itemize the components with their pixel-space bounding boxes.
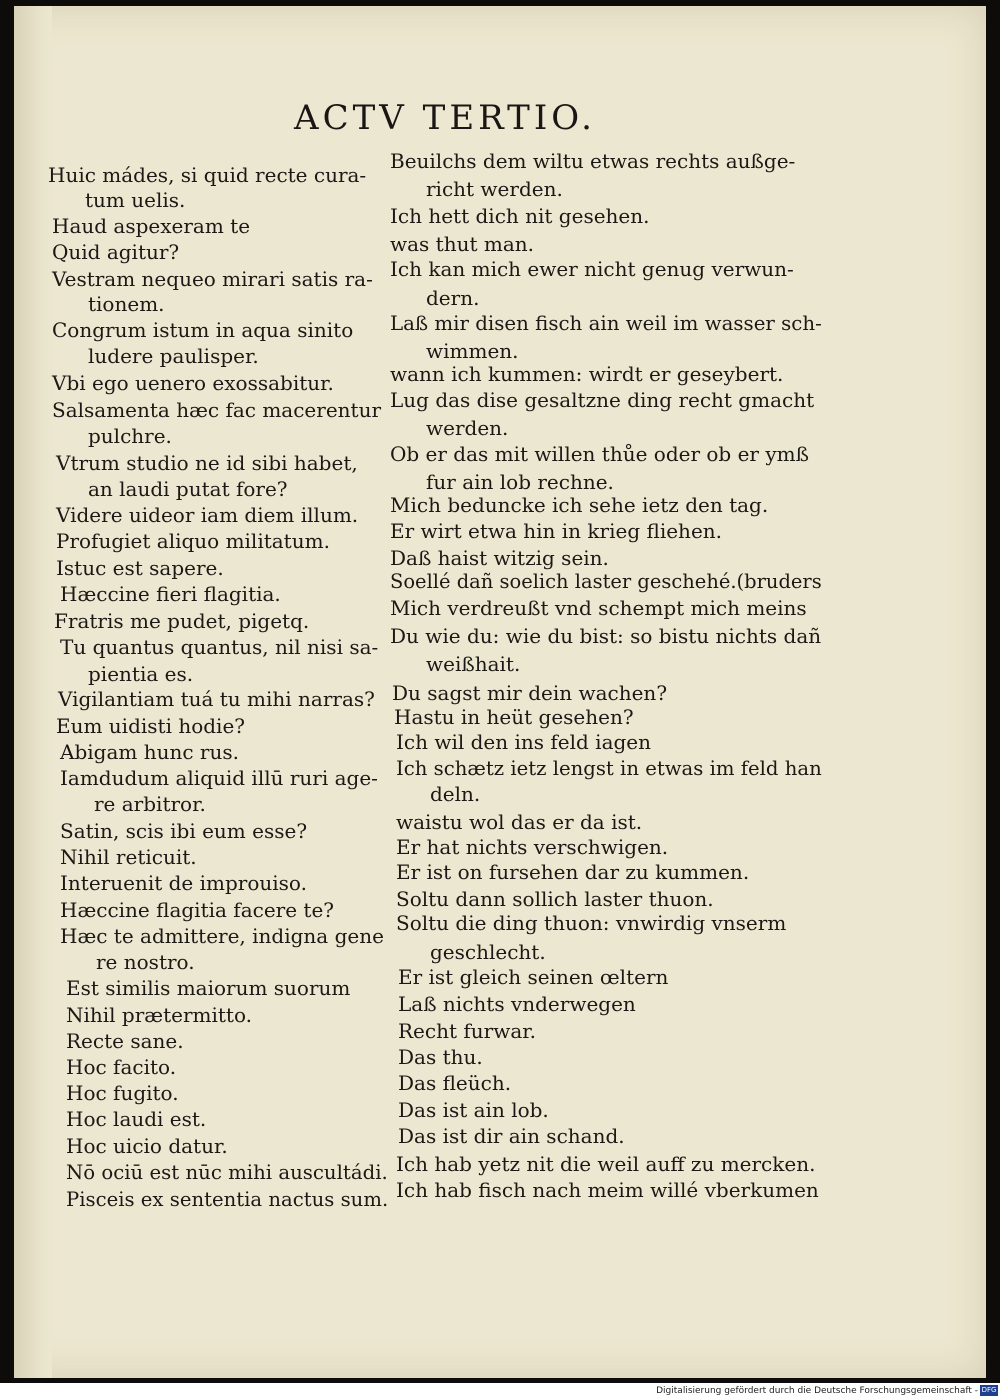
latin-line: Nō ociū est nūc mihi auscultádi. <box>66 1160 388 1184</box>
latin-line: Quid agitur? <box>52 240 180 264</box>
german-line: Er hat nichts verschwigen. <box>396 835 669 859</box>
latin-line: Tu quantus quantus, nil nisi sa- <box>60 635 379 659</box>
german-line: Du sagst mir dein wachen? <box>392 681 668 705</box>
latin-line: Hoc uicio datur. <box>66 1134 228 1158</box>
latin-line: Recte sane. <box>66 1029 184 1053</box>
german-line: geschlecht. <box>430 940 546 964</box>
german-line: wann ich kummen: wirdt er geseybert. <box>390 362 784 386</box>
german-line: Das ist dir ain schand. <box>398 1124 625 1148</box>
german-line: fur ain lob rechne. <box>426 470 614 494</box>
latin-line: Abigam hunc rus. <box>60 740 239 764</box>
latin-line: Est similis maiorum suorum <box>66 976 351 1000</box>
german-line: Ich hab yetz nit die weil auff zu mercken. <box>396 1152 816 1176</box>
latin-line: Nihil reticuit. <box>60 845 197 869</box>
latin-line: pientia es. <box>88 662 194 686</box>
latin-line: Hoc fugito. <box>66 1081 179 1105</box>
latin-line: Hæccine fieri flagitia. <box>60 582 281 606</box>
german-line: Laß mir disen fisch ain weil im wasser sch- <box>390 311 822 335</box>
german-line: Soltu dann sollich laster thuon. <box>396 887 714 911</box>
latin-line: Eum uidisti hodie? <box>56 714 246 738</box>
german-line: Ich hett dich nit gesehen. <box>390 204 650 228</box>
latin-line: Interuenit de improuiso. <box>60 871 307 895</box>
latin-line: ludere paulisper. <box>88 344 259 368</box>
latin-line: Salsamenta hæc fac macerentur <box>52 398 382 422</box>
latin-line: Fratris me pudet, pigetq. <box>54 609 310 633</box>
german-line: Recht furwar. <box>398 1019 536 1043</box>
german-line: was thut man. <box>390 232 534 256</box>
german-line: Beuilchs dem wiltu etwas rechts außge- <box>390 149 796 173</box>
german-line: wimmen. <box>426 339 519 363</box>
german-line: Laß nichts vnderwegen <box>398 992 636 1016</box>
latin-line: Pisceis ex sententia nactus sum. <box>66 1187 389 1211</box>
german-line: Soellé dañ soelich laster geschehé.(bruders <box>390 569 822 593</box>
german-line: Ich schætz ietz lengst in etwas im feld han <box>396 756 822 780</box>
latin-line: Haud aspexeram te <box>52 214 251 238</box>
german-line: Ich hab fisch nach meim willé vberkumen <box>396 1178 819 1202</box>
latin-line: Vigilantiam tuá tu mihi narras? <box>58 687 375 711</box>
latin-line: pulchre. <box>88 424 172 448</box>
latin-line: re arbitror. <box>94 792 206 816</box>
german-line: Das ist ain lob. <box>398 1098 549 1122</box>
page-heading: ACTV TERTIO. <box>294 98 596 138</box>
latin-line: Vestram nequeo mirari satis ra- <box>52 267 373 291</box>
latin-line: Hoc facito. <box>66 1055 177 1079</box>
latin-line: Satin, scis ibi eum esse? <box>60 819 308 843</box>
latin-line: Iamdudum aliquid illū ruri age- <box>60 766 378 790</box>
german-line: Das fleüch. <box>398 1071 512 1095</box>
latin-line: re nostro. <box>96 950 195 974</box>
german-line: richt werden. <box>426 177 563 201</box>
german-line: Hastu in heüt gesehen? <box>394 705 634 729</box>
latin-line: Hæc te admittere, indigna gene <box>60 924 384 948</box>
german-line: Das thu. <box>398 1045 483 1069</box>
german-line: Ich kan mich ewer nicht genug verwun- <box>390 257 794 281</box>
latin-line: tionem. <box>88 292 165 316</box>
german-line: Mich beduncke ich sehe ietz den tag. <box>390 493 769 517</box>
latin-line: Hæccine flagitia facere te? <box>60 898 335 922</box>
german-line: Ob er das mit willen thůe oder ob er ymß <box>390 442 809 466</box>
dfg-logo: DFG <box>981 1386 997 1394</box>
german-line: Soltu die ding thuon: vnwirdig vnserm <box>396 911 787 935</box>
german-line: weißhait. <box>426 652 521 676</box>
latin-line: Profugiet aliquo militatum. <box>56 529 330 553</box>
german-line: Er ist gleich seinen œltern <box>398 965 669 989</box>
german-line: dern. <box>426 286 480 310</box>
latin-line: tum uelis. <box>85 188 186 212</box>
german-line: Du wie du: wie du bist: so bistu nichts dañ <box>390 624 822 648</box>
latin-line: Videre uideor iam diem illum. <box>56 503 359 527</box>
latin-line: an laudi putat fore? <box>88 477 288 501</box>
german-line: waistu wol das er da ist. <box>396 810 643 834</box>
footer-credit: Digitalisierung gefördert durch die Deutsche Forschungsgemeinschaft - <box>656 1386 978 1396</box>
german-line: Ich wil den ins feld iagen <box>396 730 652 754</box>
latin-line: Hoc laudi est. <box>66 1107 207 1131</box>
latin-line: Istuc est sapere. <box>56 556 224 580</box>
german-line: Er ist on fursehen dar zu kummen. <box>396 860 750 884</box>
german-line: Lug das dise gesaltzne ding recht gmacht <box>390 388 815 412</box>
latin-line: Vbi ego uenero exossabitur. <box>52 371 334 395</box>
german-line: Daß haist witzig sein. <box>390 546 609 570</box>
latin-line: Congrum istum in aqua sinito <box>52 318 354 342</box>
latin-line: Nihil prætermitto. <box>66 1003 253 1027</box>
german-line: deln. <box>430 782 481 806</box>
german-line: Er wirt etwa hin in krieg fliehen. <box>390 519 723 543</box>
latin-line: Huic mádes, si quid recte cura- <box>48 163 367 187</box>
latin-line: Vtrum studio ne id sibi habet, <box>56 451 358 475</box>
german-line: Mich verdreußt vnd schempt mich meins <box>390 596 807 620</box>
page-gutter <box>14 6 52 1378</box>
german-line: werden. <box>426 416 509 440</box>
